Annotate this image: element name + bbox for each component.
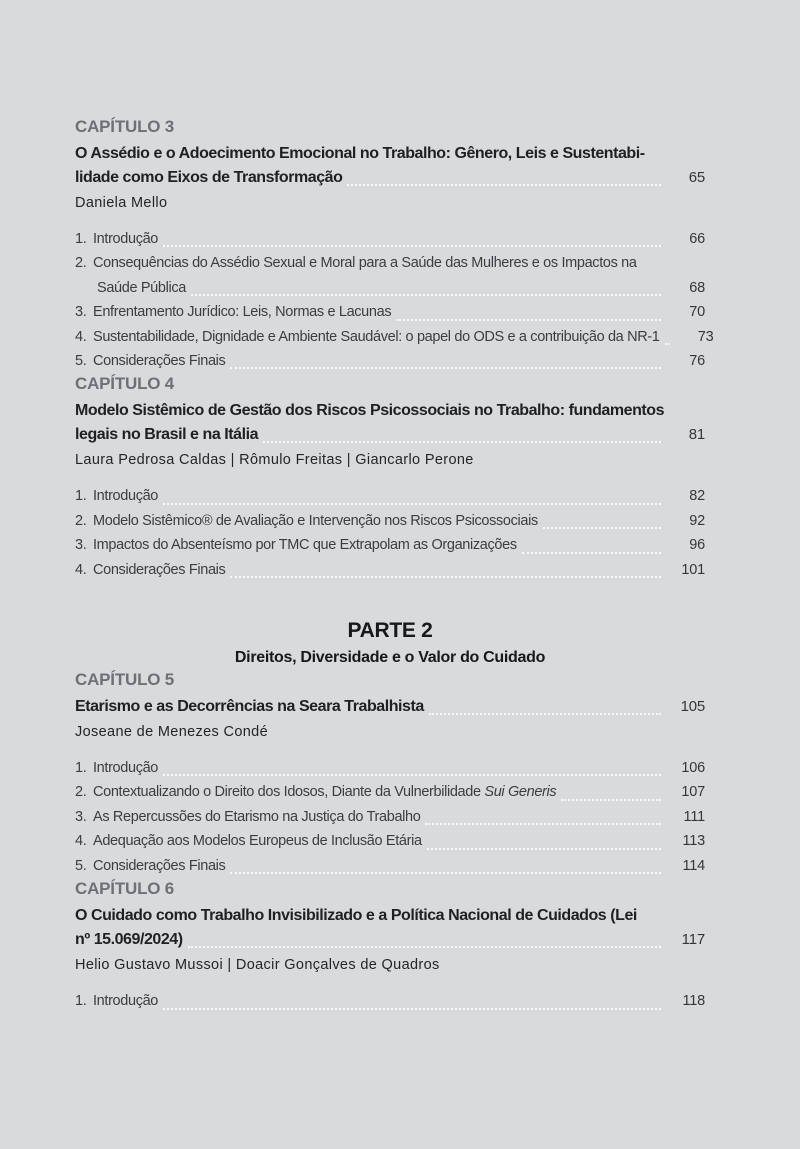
chapter-5-title <box>75 695 705 719</box>
toc-entry <box>75 854 705 878</box>
toc-entry <box>75 227 705 251</box>
entry-number: 1. <box>75 760 87 777</box>
dot-leader <box>665 343 670 345</box>
entry-number: 4. <box>75 328 87 345</box>
entry-number: 1. <box>75 993 87 1010</box>
chapter-3-title-row <box>75 166 705 190</box>
dot-leader <box>396 319 661 321</box>
entry-page-number: 73 <box>697 328 714 345</box>
toc-entry <box>75 325 714 349</box>
chapter-4-title-line2: legais no Brasil e na Itália <box>75 426 259 444</box>
chapter-5-label: CAPÍTULO 5 <box>75 670 175 690</box>
entry-page-number: 114 <box>682 857 705 874</box>
entry-page-number: 92 <box>689 512 705 529</box>
chapter-4-title <box>75 399 705 447</box>
entry-number: 4. <box>75 561 87 578</box>
chapter-4-title-line1: Modelo Sistêmico de Gestão dos Riscos Psicossociais no Trabalho: fundamentos <box>75 402 665 420</box>
entry-text: Introdução <box>93 231 159 247</box>
entry-number: 5. <box>75 353 87 370</box>
entry-text: Adequação aos Modelos Europeus de Inclusão Etária <box>93 833 422 850</box>
chapter-5-items <box>75 756 705 878</box>
entry-number: 4. <box>75 833 87 850</box>
entry-text: Introdução <box>93 488 159 505</box>
entry-text: Enfrentamento Jurídico: Leis, Normas e Lacunas <box>93 304 392 321</box>
chapter-6-title-line2: nº 15.069/2024) <box>75 931 183 949</box>
toc-entry <box>75 300 705 324</box>
entry-number: 3. <box>75 304 87 321</box>
toc-entry <box>75 251 705 300</box>
entry-text: Introdução <box>93 760 159 777</box>
toc-entry <box>75 989 705 1013</box>
entry-number: 3. <box>75 808 87 825</box>
dot-leader <box>163 774 661 776</box>
part-2-header <box>75 618 705 669</box>
entry-text-regular: Contextualizando o Direito dos Idosos, Diante da Vulnerbilidade <box>93 784 485 801</box>
dot-leader <box>263 441 661 443</box>
part-2-subtitle: Direitos, Diversidade e o Valor do Cuidado <box>234 649 546 667</box>
chapter-5-page-number: 105 <box>680 698 705 716</box>
chapter-5-section <box>75 669 705 878</box>
dot-leader <box>230 872 661 874</box>
entry-text-italic: Sui Generis <box>484 784 557 801</box>
dot-leader <box>163 1008 661 1010</box>
chapter-4-title-row <box>75 423 705 447</box>
dot-leader <box>347 184 661 186</box>
toc-entry <box>75 484 705 508</box>
chapter-4-page-number: 81 <box>688 426 705 444</box>
chapter-6-items <box>75 989 705 1013</box>
toc-entry <box>75 756 705 780</box>
entry-text: Considerações Finais <box>93 857 226 874</box>
dot-leader <box>163 245 661 247</box>
chapter-6-title <box>75 904 705 952</box>
entry-text-line1: Consequências do Assédio Sexual e Moral para a Saúde das Mulheres e os Impactos na <box>93 255 637 272</box>
entry-page-number: 70 <box>689 304 705 321</box>
toc-entry <box>75 805 705 829</box>
entry-page-number: 106 <box>681 760 705 777</box>
entry-number: 3. <box>75 537 87 554</box>
dot-leader <box>230 576 661 578</box>
entry-page-number: 82 <box>689 488 705 505</box>
chapter-3-page-number: 65 <box>688 169 705 186</box>
entry-page-number: 76 <box>689 353 705 370</box>
entry-text: Considerações Finais <box>93 561 226 578</box>
entry-number: 1. <box>75 231 87 247</box>
dot-leader <box>191 294 661 296</box>
dot-leader <box>543 527 661 529</box>
entry-number: 2. <box>75 255 87 272</box>
entry-text: Considerações Finais <box>93 353 226 370</box>
entry-page-number: 68 <box>689 279 705 296</box>
chapter-5-authors: Joseane de Menezes Condé <box>75 724 268 741</box>
dot-leader <box>230 367 661 369</box>
chapter-6-section <box>75 878 705 1013</box>
chapter-3-label: CAPÍTULO 3 <box>75 117 175 136</box>
dot-leader <box>427 848 661 850</box>
toc-entry <box>75 558 705 582</box>
entry-text: Modelo Sistêmico® de Avaliação e Intervenção nos Riscos Psicossociais <box>93 512 538 529</box>
entry-page-number: 111 <box>683 808 705 825</box>
entry-page-number: 118 <box>682 993 705 1010</box>
chapter-4-items <box>75 484 705 582</box>
entry-text <box>93 780 556 804</box>
chapter-6-authors: Helio Gustavo Mussoi | Doacir Gonçalves de Quadros <box>75 957 440 974</box>
chapter-4-authors: Laura Pedrosa Caldas | Rômulo Freitas | Giancarlo Perone <box>75 452 474 469</box>
entry-text: Sustentabilidade, Dignidade e Ambiente Saudável: o papel do ODS e a contribuição da NR-1 <box>93 328 660 345</box>
dot-leader <box>429 713 661 715</box>
toc-entry <box>75 349 705 373</box>
chapter-3-title-line2: lidade como Eixos de Transformação <box>75 169 343 186</box>
entry-text-line2: Saúde Pública <box>97 279 186 296</box>
entry-text: As Repercussões do Etarismo na Justiça do Trabalho <box>93 808 421 825</box>
toc-entry <box>75 829 705 853</box>
chapter-6-page-number: 117 <box>681 931 705 949</box>
toc-entry <box>75 780 705 804</box>
entry-number: 5. <box>75 857 87 874</box>
dot-leader <box>188 946 661 948</box>
chapter-3-section <box>75 116 714 373</box>
toc-entry <box>75 533 705 557</box>
dot-leader <box>561 799 661 801</box>
dot-leader <box>522 552 661 554</box>
chapter-6-title-line1: O Cuidado como Trabalho Invisibilizado e a Política Nacional de Cuidados (Lei <box>75 907 637 925</box>
part-2-label: PARTE 2 <box>347 619 433 643</box>
chapter-6-label: CAPÍTULO 6 <box>75 879 175 899</box>
entry-page-number: 96 <box>689 537 705 554</box>
entry-page-number: 113 <box>682 833 705 850</box>
entry-page-number: 66 <box>689 231 705 247</box>
entry-page-number: 101 <box>681 561 705 578</box>
entry-text: Introdução <box>93 993 159 1010</box>
chapter-4-label: CAPÍTULO 4 <box>75 374 175 394</box>
dot-leader <box>163 503 661 505</box>
entry-number: 1. <box>75 488 87 505</box>
chapter-3-items <box>75 227 714 373</box>
chapter-6-title-row <box>75 928 705 952</box>
entry-page-number: 107 <box>681 784 705 801</box>
chapter-3-title-line1: O Assédio e o Adoecimento Emocional no Trabalho: Gênero, Leis e Sustentabi- <box>75 145 645 162</box>
toc-entry <box>75 509 705 533</box>
chapter-5-title-text: Etarismo e as Decorrências na Seara Trabalhista <box>75 698 424 716</box>
chapter-3-title <box>75 142 705 190</box>
entry-number: 2. <box>75 784 87 801</box>
entry-number: 2. <box>75 512 87 529</box>
entry-text: Impactos do Absenteísmo por TMC que Extrapolam as Organizações <box>93 537 517 554</box>
chapter-5-title-row <box>75 695 705 719</box>
chapter-3-authors: Daniela Mello <box>75 195 168 211</box>
chapter-4-section <box>75 373 705 582</box>
dot-leader <box>425 823 661 825</box>
